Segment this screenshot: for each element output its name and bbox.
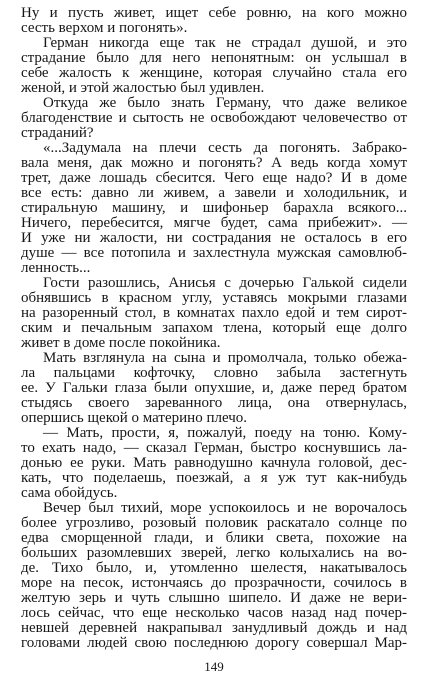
text-line: донью ее руки. Мать равнодушно качнула головой, дес- (21, 455, 407, 471)
text-line: на разоренный стол, в комнатах пахло едой и тем сирот- (21, 305, 407, 321)
text-line: все есть: давно ли живем, а завели и холодильник, и (21, 185, 407, 201)
text-line: трет, даже лошадь сбесится. Чего еще надо? И в доме (21, 170, 407, 186)
text-line: кать, что поделаешь, поезжай, а я уж тут как-нибудь (21, 470, 407, 486)
text-line: страданий? (21, 125, 94, 141)
text-line: де. Тихо было, и, утомленно шелестя, накатывалось (21, 560, 407, 576)
text-line: ла пальцами кофточку, словно забыла застегнуть (21, 365, 407, 381)
text-line: — Мать, прости, я, пожалуй, поеду на тоню. Кому- (43, 425, 407, 441)
text-line: ленность... (21, 260, 91, 276)
text-line: желтую зерь и чуть слышно шипело. И даже не вери- (21, 590, 407, 606)
text-line: Откуда же было знать Герману, что даже великое (43, 95, 407, 111)
text-line: душе — все потопила и захлестнула мужская самовлюб- (21, 245, 407, 261)
text-line: Ничего, перебесится, мягче будет, сама прибежит». — (21, 215, 407, 231)
text-line: море на песок, истончаясь до прозрачности, сочилось в (21, 575, 407, 591)
text-line: благоденствие и сытость не освобождают человечество от (21, 110, 407, 126)
text-line: головами людей свою последнюю дорогу совершал Мар- (21, 635, 407, 651)
page-number: 149 (204, 659, 224, 674)
book-page (21, 4, 407, 688)
text-line: стиральную машину, и шифоньер барахла всякого... (21, 200, 407, 216)
text-line: себе жалость к женщине, которая случайно стала его (21, 65, 407, 81)
text-line: стыдясь своего зареванного лица, она отвернулась, (21, 395, 407, 411)
text-line: страдание было для него непонятным: он услышал в (21, 50, 407, 66)
text-line: живет в доме после покойника. (21, 335, 221, 351)
text-line: более угрозливо, розовый половик раскатало солнце по (21, 515, 407, 531)
text-line: то ехать надо, — сказал Герман, быстро коснувшись ла- (21, 440, 407, 456)
text-line: сесть верхом и погонять». (21, 20, 188, 36)
text-line: едва сморщенной глади, и блики света, похожие на (21, 530, 407, 546)
text-line: Мать взглянула на сына и промолчала, только обежа- (43, 350, 407, 366)
text-line: вала меня, дак можно и погонять? А ведь когда хомут (21, 155, 407, 171)
text-line: женой, и этой жалостью был удивлен. (21, 80, 265, 96)
text-line: невшей деревней накрапывал занудливый дождь и над (21, 620, 407, 636)
text-line: Герман никогда еще так не страдал душой, и это (43, 35, 407, 51)
text-line: сама обойдусь. (21, 485, 118, 501)
text-line: больших разомлевших зверей, легко колыхались на во- (21, 545, 407, 561)
text-line: «...Задумала на плечи сесть да погонять. Забрако- (43, 140, 407, 156)
text-line: опершись щекой о материно плечо. (21, 410, 248, 426)
text-line: Ну и пусть живет, ищет себе ровню, на кого можно (21, 5, 407, 21)
text-line: обнявшись в красном углу, уставясь мокрыми глазами (21, 290, 407, 306)
text-line: ским и печальным запахом тлена, который еще долго (21, 320, 407, 336)
text-line: Вечер был тихий, море успокоилось и не ворочалось (43, 500, 407, 516)
text-line: Гости разошлись, Анисья с дочерью Галькой сидели (43, 275, 407, 291)
text-line: лось сейчас, что еще несколько часов назад над почер- (21, 605, 407, 621)
text-line: И уже ни жалости, ни сострадания не осталось в его (21, 230, 407, 246)
text-line: ее. У Гальки глаза были опухшие, и, даже перед братом (21, 380, 407, 396)
